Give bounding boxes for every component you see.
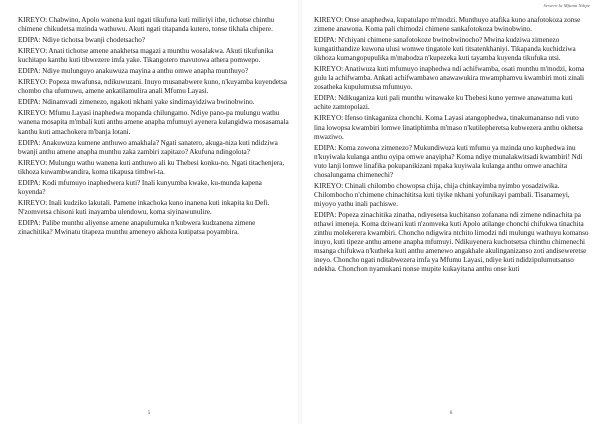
right-page bbox=[302, 0, 600, 424]
left-page-number: 5 bbox=[147, 411, 151, 416]
dialogue-paragraph: EDIPA: N'chiyani chimene sanafotokoze bwinobwinocho? Mwina kudziwa zimenezo kungatithandize kuwona ulusi womwe tingatole kuti titsatenkhaniyi. Tikapanda kuchidziwa tikhoza kumangopupulika m'mabodza n'kupezeka kuti tayamba kuyenda tikufuka utsi. bbox=[314, 36, 576, 63]
dialogue-paragraph: KIREYO: Mfumu Layasi inaphedwa mopanda chilungamo. Ndiye pano-pa mulungu wathu wanena mosapita m'mbali kuti anthu amene anapha mfumuyi ayenera kulangidwa mosasamala kanthu kuti amachokera m'banja lotani. bbox=[18, 109, 289, 136]
dialogue-paragraph: EDIPA: Palibe munthu aliyense amene anapulumuka n'kubwera kudzanena zimene zinachitika? Mwinatu titapeza munthu ameneyo akhoza kutipatsa poyambira. bbox=[18, 218, 256, 236]
dialogue-paragraph: EDIPA: Koma zowona zimenezo? Mukundiwuza kuti mfumu ya mzinda uno kuphedwa inu n'kuyiwala kulanga anthu oyipa omwe anayipha? Koma ndiye munalakwitsadi kwambiri! Ndi vuto lanji lomwe linafika pokupanikizani mpaka kuyiwala kulanga anthu omwe anachita chosalungama chimenechi? bbox=[314, 143, 583, 179]
dialogue-paragraph: KIREYO: Anatiwuza kuti mfumuyo inaphedwa ndi achifwamba, osati munthu m'modzi, koma gulu la achifwamba. Ankati achifwambawo anawawukira mwamphamvu kwambiri moti zinali zosatheka kupulumutsa mfumuyo. bbox=[314, 65, 585, 92]
right-page-number: 6 bbox=[449, 411, 453, 416]
dialogue-paragraph: KIREYO: Inali kudziko lakutali. Pamene inkachoka kuno inanena kuti inkapita ku Defi. N'zomvetsa chisoni kuti inayamba ulendowu, koma siyinawunulire. bbox=[18, 198, 270, 216]
dialogue-paragraph: KIREYO: Chinali chilombo chowopsa chija, chija chinkayimba nyimbo yosadziwika. Chilombocho n'chimene chinachititsa kuti tiyike nkhani yofunikayi pambali. Tisanameyi, miyoyo yathu inali pachiswe. bbox=[314, 181, 570, 208]
dialogue-paragraph: EDIPA: Ndiye mulunguyo anakuwuza mayina a anthu omwe anapha munthuyo? bbox=[18, 67, 249, 76]
left-page-text bbox=[18, 16, 290, 237]
dialogue-paragraph: KIREYO: Mulungu wathu wanena kuti anthuwo ali ku Thebesi konku-no. Ngati titachenjera, tikhoza kuwambwandira, koma tikapusa timbwi-ta. bbox=[18, 158, 285, 176]
dialogue-paragraph: KIREYO: Ifenso tinkaganiza chonchi. Koma Layasi atangophedwa, tinakumananso ndi vuto lina lowopsa kwambiri lomwe linatiphimba m'maso n'kutilepheretsa kubwezera anthu okhetsa mwaziwo. bbox=[314, 114, 583, 141]
running-header: Sewero la Mfumu Ndipe bbox=[543, 3, 590, 8]
dialogue-paragraph: EDIPA: Ndikuganiza kuti pali munthu winawake ku Thebesi kuno yemwe anawatuma kuti achite zamtopolazi. bbox=[314, 94, 573, 112]
dialogue-paragraph: EDIPA: Ndiye tichotsa bwanji chodetsacho? bbox=[18, 36, 146, 45]
dialogue-paragraph: KIREYO: Anati tichotse amene anakhetsa magazi a munthu wosalakwa. Akuti tikufunika kuchitapo kanthu kuti tibwezere imfa yake. Tikangotero mavutowa athera pomwepo. bbox=[18, 47, 274, 65]
dialogue-paragraph: KIREYO: Popeza mwafunsa, ndikuwuzani. Inuyo musanabwere kuno, n'kuyamba kuyendetsa chombo cha ufumuwu, amene ankatilamulira anali Mfumu Layasi. bbox=[18, 78, 287, 96]
dialogue-paragraph: KIREYO: Onse anaphedwa, kupatulapo m'modzi. Munthuyo atafika kuno anafotokoza zonse zimene anawona. Koma pali chimodzi chimene sankafotokoza bwinobwino. bbox=[314, 16, 581, 34]
right-page-text bbox=[314, 16, 590, 274]
dialogue-paragraph: EDIPA: Kodi mfumuyo inaphedwera kuti? Inali kunyumba kwake, ku-munda kapena koyenda? bbox=[18, 178, 262, 196]
dialogue-paragraph: KIREYO: Chabwino, Apolo wanena kuti ngati tikufuna kuti miliriyi ithe, tichotse chinthu chimene chikudetsa mzinda wathuwu. Akuti ngati titapanda kutero, tonse tikhala chipere. bbox=[18, 16, 275, 34]
dialogue-paragraph: EDIPA: Popeza zinachitika zinatha, ndiyesetsa kuchitanso zofanana ndi zimene ndinachita pa nthawi imeneja. Koma dziwani kuti n'zomveka kuti Apolo atilange chonchi chifukwa tinachita zinthu molekerera kwambiri. Choncho ndigwira ntchito limodzi ndi mulungu wathuyu komanso inuyo, kuti tipeze anthu amene anapha mfumuyi. Ndikuyenera kuchotsetsa chinthu chimenechi msanga chifukwa n'kutheka kuti anthu amenewo angakhale akulinganizanso zoti andiseweretse ineyo. Choncho ngati nditabwezera imfa ya Mfumu Layasi, ndiye kuti ndidzipulumutsanso ndekha. Chonchon nyamukani nonse mupite kukayitana anthu onse kuti bbox=[314, 210, 589, 274]
left-page bbox=[0, 0, 298, 424]
dialogue-paragraph: EDIPA: Ndinamvadi zimenezo, ngakoti nkhani yake sindimayidziwa bwinobwino. bbox=[18, 98, 255, 107]
dialogue-paragraph: EDIPA: Anakuwuza kumene anthuwo amakhala? Ngati sanatero, akuga-niza kuti ndidziwa bwanji anthu amene anapha munthu zaka zambiri zapitazo? Akufuna ndingolota? bbox=[18, 138, 278, 156]
